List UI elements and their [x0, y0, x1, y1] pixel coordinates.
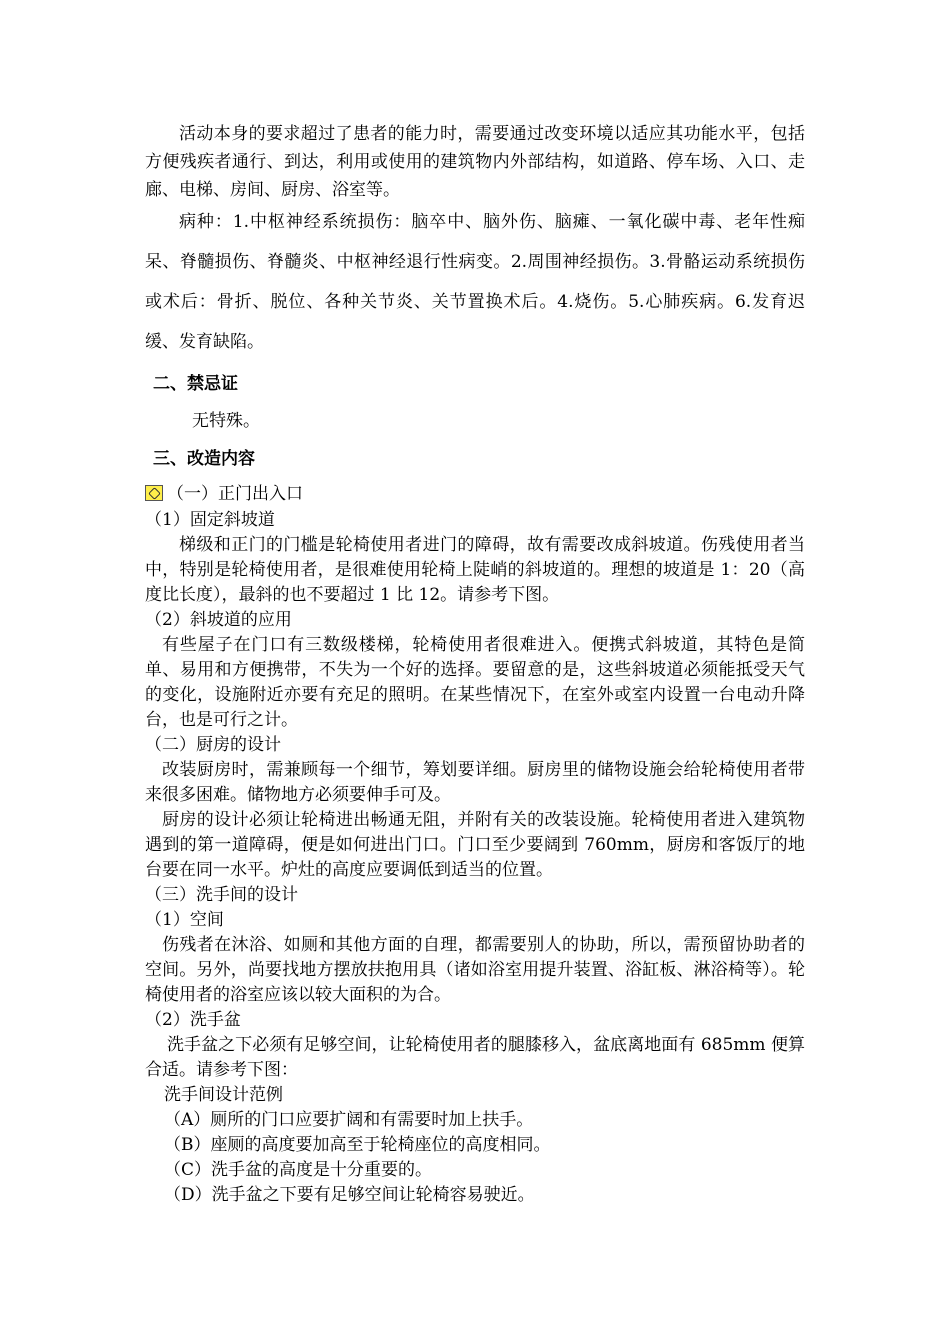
kitchen-paragraph-1: 改装厨房时，需兼顾每一个细节，筹划要详细。厨房里的储物设施会给轮椅使用者带来很多困难。储物地方必须要伸手可及。 [145, 760, 805, 805]
basin-paragraph: 洗手盆之下必须有足够空间，让轮椅使用者的腿膝移入，盆底离地面有 685mm 便算合适。请参考下图： [145, 1035, 805, 1080]
example-title: 洗手间设计范例 [164, 1085, 283, 1105]
section-heading-contraindications: 二、禁忌证 [153, 374, 238, 394]
example-item-a: （A）厕所的门口应要扩阔和有需要时加上扶手。 [164, 1110, 534, 1130]
contraindications-body: 无特殊。 [192, 411, 260, 431]
disease-list-paragraph: 病种：1.中枢神经系统损伤：脑卒中、脑外伤、脑瘫、一氧化碳中毒、老年性痴呆、脊髓损伤、脊髓炎、中枢神经退行性病变。2.周围神经损伤。3.骨骼运动系统损伤或术后：骨折、脱位、各种关节炎、关节置换术后。4.烧伤。5.心肺疾病。6.发育迟缓、发育缺陷。 [145, 212, 805, 352]
ramp-application-paragraph: 有些屋子在门口有三数级楼梯，轮椅使用者很难进入。便携式斜坡道，其特色是简单、易用和方便携带，不失为一个好的选择。要留意的是，这些斜坡道必须能抵受天气的变化，设施附近亦要有充足的照明。在某些情况下，在室外或室内设置一台电动升降台，也是可行之计。 [145, 635, 805, 730]
kitchen-paragraph-2: 厨房的设计必须让轮椅进出畅通无阻，并附有关的改装设施。轮椅使用者进入建筑物遇到的第一道障碍，便是如何进出门口。门口至少要阔到 760mm，厨房和客饭厅的地台要在同一水平。炉灶的高度应要调低到适当的位置。 [145, 810, 805, 880]
example-item-c: （C）洗手盆的高度是十分重要的。 [164, 1160, 433, 1180]
space-paragraph: 伤残者在沐浴、如厕和其他方面的自理，都需要别人的协助，所以，需预留协助者的空间。另外，尚要找地方摆放扶抱用具（诸如浴室用提升装置、浴缸板、淋浴椅等）。轮椅使用者的浴室应该以较大面积的为合。 [145, 935, 805, 1005]
item-title-fixed-ramp: （1）固定斜坡道 [145, 510, 275, 530]
subsection-title-entrance [145, 482, 303, 507]
example-item-d: （D）洗手盆之下要有足够空间让轮椅容易驶近。 [164, 1185, 535, 1205]
item-title-space: （1）空间 [145, 910, 224, 930]
intro-paragraph: 活动本身的要求超过了患者的能力时，需要通过改变环境以适应其功能水平，包括方便残疾者通行、到达，利用或使用的建筑物内外部结构，如道路、停车场、入口、走廊、电梯、房间、厨房、浴室等。 [145, 124, 805, 200]
section-heading-modification: 三、改造内容 [153, 449, 255, 469]
subsection-title-washroom: （三）洗手间的设计 [145, 885, 298, 905]
example-item-b: （B）座厕的高度要加高至于轮椅座位的高度相同。 [164, 1135, 551, 1155]
subsection-title-entrance-text: （一）正门出入口 [167, 484, 303, 504]
item-title-ramp-application: （2）斜坡道的应用 [145, 610, 292, 630]
fixed-ramp-paragraph: 梯级和正门的门槛是轮椅使用者进门的障碍，故有需要改成斜坡道。伤残使用者当中，特别是轮椅使用者，是很难使用轮椅上陡峭的斜坡道的。理想的坡道是 1：20（高度比长度），最斜的也不要超过 1 比 12。请参考下图。 [145, 535, 805, 605]
subsection-title-kitchen: （二）厨房的设计 [145, 735, 281, 755]
embedded-object-icon[interactable] [145, 485, 163, 501]
item-title-basin: （2）洗手盆 [145, 1010, 241, 1030]
